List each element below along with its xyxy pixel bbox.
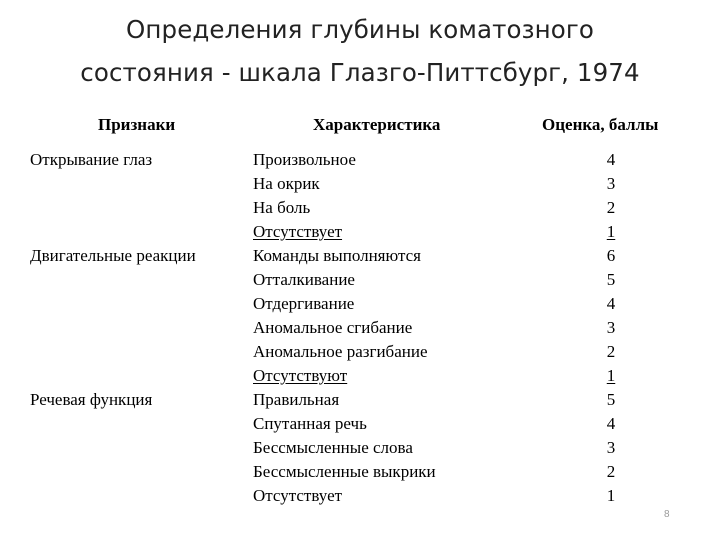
characteristic-cell: Бессмысленные слова <box>253 438 413 457</box>
table-row <box>0 340 720 364</box>
score-cell: 6 <box>606 246 616 265</box>
score-cell: 1 <box>606 222 616 241</box>
sign-cell: Открывание глаз <box>30 150 153 169</box>
characteristic-cell: Аномальное разгибание <box>253 342 428 361</box>
characteristic-cell: Отсутствуют <box>253 366 348 385</box>
score-cell: 1 <box>606 486 616 505</box>
table-row <box>0 292 720 316</box>
characteristic-cell: Произвольное <box>253 150 356 169</box>
table-row <box>0 316 720 340</box>
table-row <box>0 484 720 508</box>
column-header-score: Оценка, баллы <box>542 115 659 134</box>
characteristic-cell: Отсутствует <box>253 222 343 241</box>
table-row <box>0 436 720 460</box>
score-cell: 3 <box>606 438 616 457</box>
characteristic-cell: Отдергивание <box>253 294 355 313</box>
score-cell: 5 <box>606 390 616 409</box>
characteristic-cell: Правильная <box>253 390 340 409</box>
score-cell: 2 <box>606 198 616 217</box>
characteristic-cell: На окрик <box>253 174 320 193</box>
table-row <box>0 172 720 196</box>
table-row <box>0 244 720 268</box>
table-row <box>0 460 720 484</box>
slide-title-line-1: Определения глубины коматозного <box>126 15 594 44</box>
sign-cell: Речевая функция <box>30 390 153 409</box>
characteristic-cell: На боль <box>253 198 311 217</box>
table-row <box>0 268 720 292</box>
score-cell: 4 <box>606 150 616 169</box>
column-header-signs: Признаки <box>98 115 176 134</box>
table-row <box>0 364 720 388</box>
slide-title-line-2: состояния - шкала Глазго-Питтсбург, 1974 <box>80 58 640 87</box>
characteristic-cell: Команды выполняются <box>253 246 421 265</box>
score-cell: 3 <box>606 174 616 193</box>
characteristic-cell: Отсутствует <box>253 486 343 505</box>
score-cell: 4 <box>606 294 616 313</box>
characteristic-cell: Отталкивание <box>253 270 355 289</box>
table-row <box>0 196 720 220</box>
sign-cell: Двигательные реакции <box>30 246 196 265</box>
score-cell: 3 <box>606 318 616 337</box>
score-cell: 4 <box>606 414 616 433</box>
table-row <box>0 220 720 244</box>
slide-title <box>0 8 720 94</box>
score-cell: 2 <box>606 342 616 361</box>
characteristic-cell: Спутанная речь <box>253 414 367 433</box>
characteristic-cell: Аномальное сгибание <box>253 318 413 337</box>
table-row <box>0 412 720 436</box>
column-header-characteristic: Характеристика <box>313 115 441 134</box>
scale-table-body <box>0 148 720 508</box>
characteristic-cell: Бессмысленные выкрики <box>253 462 436 481</box>
table-row <box>0 388 720 412</box>
score-cell: 2 <box>606 462 616 481</box>
page-number: 8 <box>664 509 670 520</box>
table-row <box>0 148 720 172</box>
score-cell: 5 <box>606 270 616 289</box>
score-cell: 1 <box>606 366 616 385</box>
